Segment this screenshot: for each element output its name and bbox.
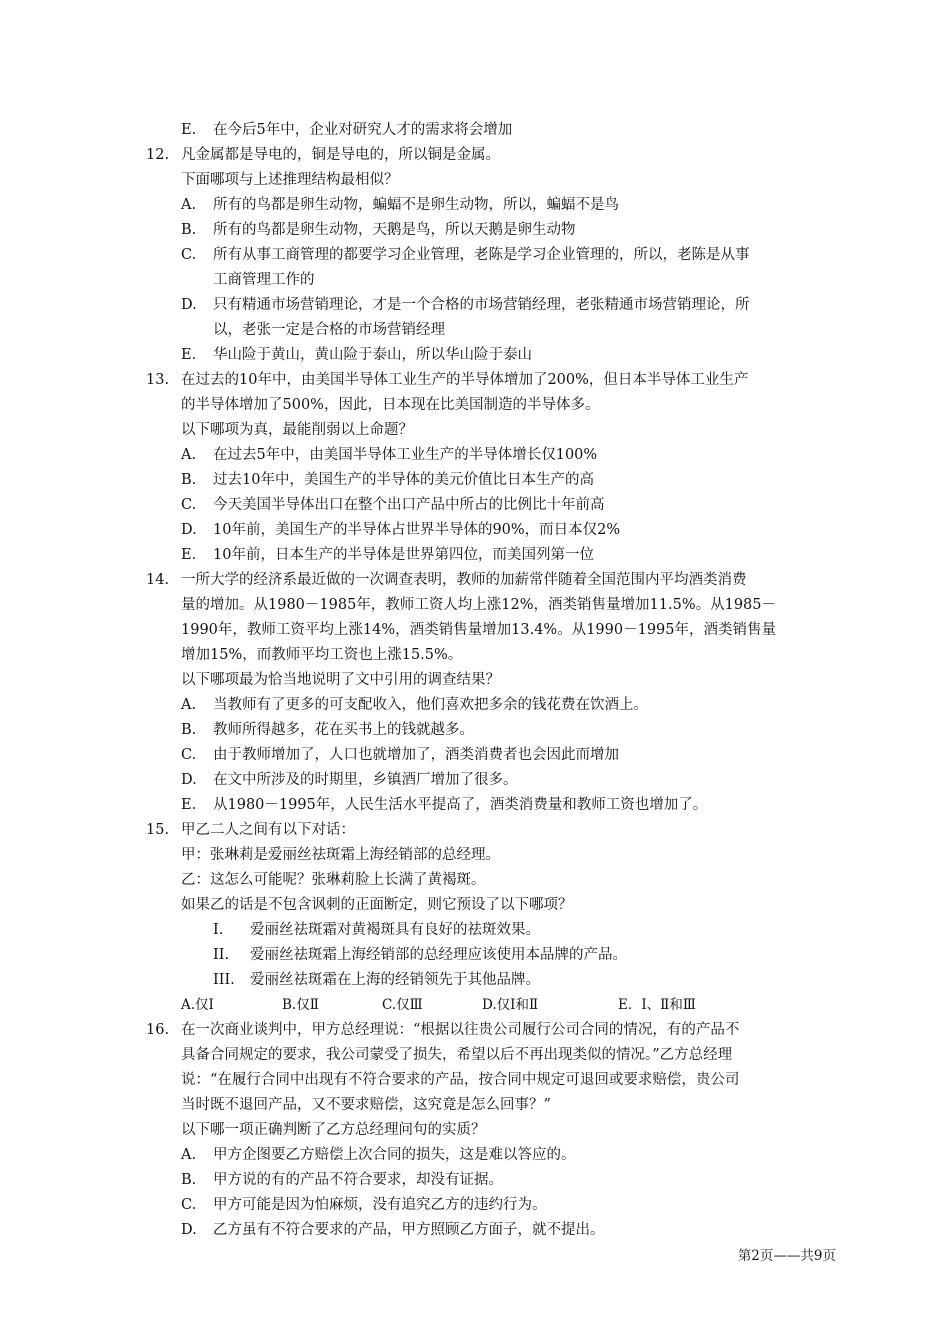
option-letter: D. (181, 1222, 197, 1238)
option-text: 以，老张一定是合格的市场营销经理 (213, 322, 445, 338)
option-text: 在过去5年中，由美国半导体工业生产的半导体增长仅100% (213, 447, 598, 463)
option-letter: B. (181, 222, 197, 238)
option-text: 在今后5年中，企业对研究人才的需求将会增加 (213, 122, 513, 138)
option-letter: E. (181, 122, 197, 138)
roman-numeral: I. (213, 922, 224, 938)
option-letter: E. (181, 797, 197, 813)
statement-text: 爱丽丝祛斑霜对黄褐斑具有良好的祛斑效果。 (250, 922, 540, 938)
option-text: 只有精通市场营销理论，才是一个合格的市场营销经理，老张精通市场营销理论，所 (213, 297, 750, 313)
question-stem: 具备合同规定的要求，我公司蒙受了损失，希望以后不再出现类似的情况。”乙方总经理 (181, 1047, 733, 1063)
question-stem: 当时既不退回产品，又不要求赔偿，这究竟是怎么回事？” (181, 1097, 551, 1113)
roman-numeral: II. (213, 947, 230, 963)
option-letter: C. (181, 1197, 197, 1213)
option-text: 教师所得越多，花在买书上的钱就越多。 (213, 722, 474, 738)
question-stem: 下面哪项与上述推理结构最相似？ (181, 172, 399, 188)
choice-d: D.仅Ⅰ和Ⅱ (482, 997, 539, 1013)
question-stem: 1990年，教师工资平均上涨14%，酒类销售量增加13.4%。从1990－1995年，酒类销售量 (181, 622, 776, 638)
question-stem: 在过去的10年中，由美国半导体工业生产的半导体增加了200%，但日本半导体工业生产 (181, 372, 749, 388)
question-stem: 量的增加。从1980－1985年，教师工资人均上涨12%，酒类销售量增加11.5%。从1985－ (181, 597, 776, 613)
question-number: 16. (146, 1022, 170, 1038)
question-stem: 的半导体增加了500%，因此，日本现在比美国制造的半导体多。 (181, 397, 600, 413)
question-stem: 说：“在履行合同中出现有不符合要求的产品，按合同中规定可退回或要求赔偿，贵公司 (181, 1072, 740, 1088)
option-letter: B. (181, 472, 197, 488)
option-text: 今天美国半导体出口在整个出口产品中所占的比例比十年前高 (213, 497, 605, 513)
option-text: 过去10年中，美国生产的半导体的美元价值比日本生产的高 (213, 472, 594, 488)
question-number: 12. (146, 147, 170, 163)
question-stem: 如果乙的话是不包含讽刺的正面断定，则它预设了以下哪项？ (181, 897, 573, 913)
option-text: 在文中所涉及的时期里，乡镇酒厂增加了很多。 (213, 772, 518, 788)
option-letter: C. (181, 497, 197, 513)
question-number: 13. (146, 372, 170, 388)
option-text: 所有从事工商管理的都要学习企业管理，老陈是学习企业管理的，所以，老陈是从事 (213, 247, 750, 263)
option-letter: E. (181, 347, 197, 363)
option-letter: B. (181, 722, 197, 738)
option-text: 当教师有了更多的可支配收入，他们喜欢把多余的钱花费在饮酒上。 (213, 697, 648, 713)
option-letter: C. (181, 247, 197, 263)
question-stem: 在一次商业谈判中，甲方总经理说：“根据以往贵公司履行公司合同的情况，有的产品不 (181, 1022, 740, 1038)
option-letter: D. (181, 522, 197, 538)
option-letter: A. (181, 447, 197, 463)
question-stem: 甲：张琳莉是爱丽丝祛斑霜上海经销部的总经理。 (181, 847, 500, 863)
option-letter: D. (181, 772, 197, 788)
choice-a: A.仅Ⅰ (181, 997, 214, 1013)
option-letter: A. (181, 1147, 197, 1163)
option-text: 10年前，日本生产的半导体是世界第四位，而美国列第一位 (213, 547, 594, 563)
option-text: 所有的鸟都是卵生动物，蝙蝠不是卵生动物，所以，蝙蝠不是鸟 (213, 197, 619, 213)
question-number: 15. (146, 822, 170, 838)
roman-numeral: III. (213, 972, 235, 988)
option-text: 从1980－1995年，人民生活水平提高了，酒类消费量和教师工资也增加了。 (213, 797, 708, 813)
question-stem: 以下哪一项正确判断了乙方总经理问句的实质？ (181, 1122, 486, 1138)
option-text: 乙方虽有不符合要求的产品，甲方照顾乙方面子，就不提出。 (213, 1222, 605, 1238)
option-letter: B. (181, 1172, 197, 1188)
question-stem: 增加15%，而教师平均工资也上涨15.5%。 (181, 647, 463, 663)
question-stem: 以下哪项为真，最能削弱以上命题？ (181, 422, 413, 438)
question-stem: 以下哪项最为恰当地说明了文中引用的调查结果？ (181, 672, 500, 688)
option-letter: A. (181, 197, 197, 213)
statement-text: 爱丽丝祛斑霜上海经销部的总经理应该使用本品牌的产品。 (250, 947, 627, 963)
option-letter: E. (181, 547, 197, 563)
page-footer: 第2页——共9页 (737, 1248, 836, 1264)
option-text: 甲方企图要乙方赔偿上次合同的损失，这是难以答应的。 (213, 1147, 576, 1163)
question-stem: 一所大学的经济系最近做的一次调查表明，教师的加薪常伴随着全国范围内平均酒类消费 (181, 572, 747, 588)
option-text: 甲方说的有的产品不符合要求，却没有证据。 (213, 1172, 503, 1188)
choice-e: E．Ⅰ、Ⅱ和Ⅲ (618, 997, 696, 1013)
choice-c: C.仅Ⅲ (382, 997, 423, 1013)
question-number: 14. (146, 572, 170, 588)
option-text: 华山险于黄山，黄山险于泰山，所以华山险于泰山 (213, 347, 532, 363)
choice-b: B.仅Ⅱ (282, 997, 319, 1013)
option-text: 工商管理工作的 (213, 272, 315, 288)
question-stem: 凡金属都是导电的，铜是导电的，所以铜是金属。 (181, 147, 500, 163)
option-letter: C. (181, 747, 197, 763)
question-stem: 甲乙二人之间有以下对话： (181, 822, 355, 838)
question-stem: 乙：这怎么可能呢？张琳莉脸上长满了黄褐斑。 (181, 872, 486, 888)
option-letter: A. (181, 697, 197, 713)
option-letter: D. (181, 297, 197, 313)
statement-text: 爱丽丝祛斑霜在上海的经销领先于其他品牌。 (250, 972, 540, 988)
option-text: 10年前，美国生产的半导体占世界半导体的90%，而日本仅2% (213, 522, 621, 538)
option-text: 所有的鸟都是卵生动物，天鹅是鸟，所以天鹅是卵生动物 (213, 222, 576, 238)
option-text: 甲方可能是因为怕麻烦，没有追究乙方的违约行为。 (213, 1197, 547, 1213)
option-text: 由于教师增加了，人口也就增加了，酒类消费者也会因此而增加 (213, 747, 619, 763)
